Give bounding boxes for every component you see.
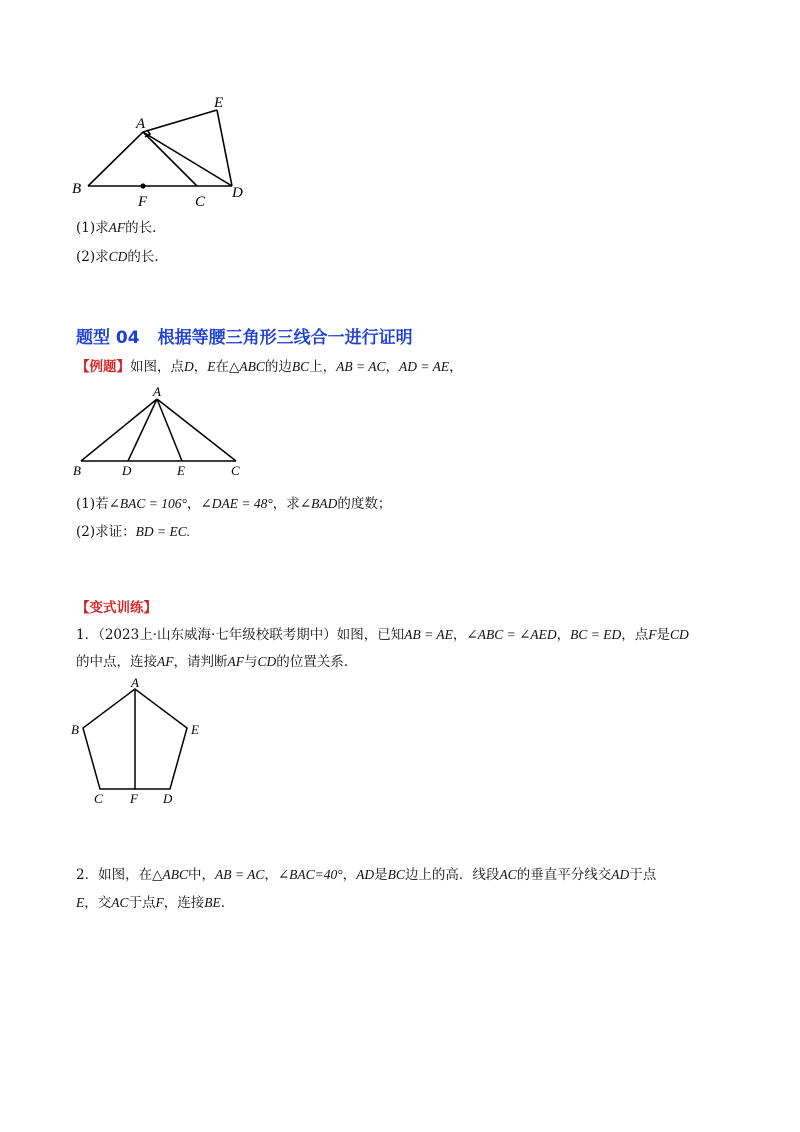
question-1-prefix: (1)求 — [76, 220, 109, 236]
label-f: F — [138, 194, 148, 210]
practice-2-text: ． — [220, 895, 235, 911]
example-text: 如图，点 — [130, 359, 184, 375]
practice-1-var: ∠ABC = ∠AED — [466, 627, 557, 642]
practice-1-text: ， — [452, 627, 467, 643]
label-a: A — [131, 675, 139, 690]
practice-1-var: BC = ED — [570, 627, 622, 642]
practice-2-var: △ABC — [152, 867, 188, 882]
segment-ed — [217, 110, 232, 186]
practice-2-number: 2． — [76, 867, 99, 883]
practice-2-line-2 — [76, 893, 234, 913]
label-b: B — [71, 722, 79, 737]
practice-2-text: 的垂直平分线交 — [516, 867, 612, 883]
practice-1-text: ， — [556, 627, 571, 643]
segment-ab — [81, 399, 157, 461]
example-question-1 — [76, 494, 391, 514]
example-question-1-prefix: (1)若 — [76, 496, 109, 512]
practice-2-var: F — [155, 895, 164, 910]
practice-2-text: ，连接 — [163, 895, 205, 911]
example-equation-ab-ac: AB = AC — [336, 359, 386, 374]
label-c: C — [231, 463, 240, 478]
practice-1-text: 是 — [656, 627, 670, 643]
question-2-prefix: (2)求 — [76, 249, 109, 265]
label-b: B — [73, 463, 81, 478]
example-var-e: E — [207, 359, 216, 374]
label-c: C — [94, 791, 103, 806]
section-number: 题型 04 — [76, 328, 140, 348]
segment-ba — [88, 132, 143, 186]
figure-3-diagram — [66, 675, 216, 810]
practice-2-text: ， — [264, 867, 278, 883]
example-statement — [76, 357, 463, 377]
label-b: B — [72, 181, 82, 197]
practice-2-text: 是 — [374, 867, 388, 883]
segment-ad — [143, 132, 232, 186]
label-a: A — [136, 116, 146, 132]
practice-1-var: F — [648, 627, 657, 642]
question-2 — [76, 247, 159, 267]
practice-2-text: 中， — [187, 867, 215, 883]
figure-2-diagram — [66, 385, 256, 480]
example-question-1-text: 的度数； — [337, 496, 392, 512]
practice-2-var: BE — [204, 895, 221, 910]
example-text: 在 — [215, 359, 229, 375]
practice-2-var: BC — [387, 867, 405, 882]
practice-1-var: AF — [157, 654, 174, 669]
practice-1-var: CD — [257, 654, 277, 669]
practice-2-text: 边上的高．线段 — [404, 867, 500, 883]
example-equation-ad-ae: AD = AE — [399, 359, 450, 374]
practice-1-source: （2023上·山东威海·七年级校联考期中）如图，已知 — [98, 627, 405, 643]
example-var-bc: BC — [291, 359, 310, 374]
example-question-2 — [76, 522, 190, 542]
practice-1-var: AB = AE — [404, 627, 453, 642]
example-text: ， — [449, 359, 463, 375]
example-text: ， — [385, 359, 400, 375]
practice-1-text: 的位置关系. — [276, 654, 349, 670]
practice-heading — [76, 598, 157, 618]
practice-1-line-1 — [76, 625, 689, 645]
practice-2-var: E — [76, 895, 85, 910]
practice-2-text: ，交 — [84, 895, 112, 911]
practice-1-text: ，请判断 — [173, 654, 228, 670]
example-question-2-prefix: (2)求证： — [76, 524, 136, 540]
practice-2-var: AC — [111, 895, 129, 910]
figure-1-diagram — [60, 90, 270, 215]
example-question-2-equation: BD = EC. — [135, 524, 191, 539]
example-text: 的边 — [264, 359, 292, 375]
practice-2-text: ， — [342, 867, 357, 883]
label-d: D — [163, 791, 173, 806]
practice-2-text: 于点 — [629, 867, 657, 883]
practice-2-var: AC — [499, 867, 517, 882]
practice-2-var: ∠BAC=40° — [277, 867, 343, 882]
example-text: 上， — [309, 359, 337, 375]
point-f — [140, 183, 145, 188]
practice-1-text: 的中点，连接 — [76, 654, 157, 670]
practice-1-number: 1． — [76, 627, 99, 643]
angle-dae: ∠DAE = 48° — [200, 496, 273, 511]
question-1-suffix: 的长. — [125, 220, 157, 236]
label-c: C — [195, 194, 206, 210]
question-1-var: AF — [108, 220, 126, 235]
practice-1-text: 与 — [244, 654, 258, 670]
question-2-suffix: 的长. — [127, 249, 159, 265]
example-var-triangle: △ABC — [229, 359, 265, 374]
practice-2-var: AD — [356, 867, 375, 882]
label-f: F — [130, 791, 138, 806]
label-a: A — [153, 385, 161, 399]
label-e: E — [191, 722, 199, 737]
example-var-d: D — [184, 359, 194, 374]
practice-1-var: CD — [670, 627, 689, 642]
segment-ad — [128, 399, 157, 461]
example-tag: 【例题】 — [76, 359, 130, 375]
practice-1-line-2 — [76, 652, 348, 672]
label-e: E — [214, 95, 224, 111]
example-question-1-text: ， — [186, 496, 201, 512]
practice-tag: 【变式训练】 — [76, 600, 157, 616]
section-subtitle: 根据等腰三角形三线合一进行证明 — [157, 328, 413, 348]
question-2-var: CD — [108, 249, 128, 264]
label-d: D — [232, 185, 243, 201]
practice-2-text: 如图，在 — [98, 867, 153, 883]
practice-1-var: AF — [227, 654, 244, 669]
example-text: ， — [193, 359, 208, 375]
section-heading — [76, 323, 413, 348]
label-d: D — [122, 463, 132, 478]
angle-bac: ∠BAC = 106° — [108, 496, 187, 511]
example-question-1-text: ，求 — [272, 496, 300, 512]
question-1 — [76, 218, 156, 238]
segment-ae — [143, 110, 217, 132]
practice-2-text: 于点 — [128, 895, 156, 911]
practice-2-line-1 — [76, 865, 656, 885]
angle-bad: ∠BAD — [299, 496, 338, 511]
label-e: E — [177, 463, 185, 478]
practice-2-var: AB = AC — [214, 867, 265, 882]
practice-1-text: ，点 — [621, 627, 649, 643]
practice-2-var: AD — [611, 867, 630, 882]
